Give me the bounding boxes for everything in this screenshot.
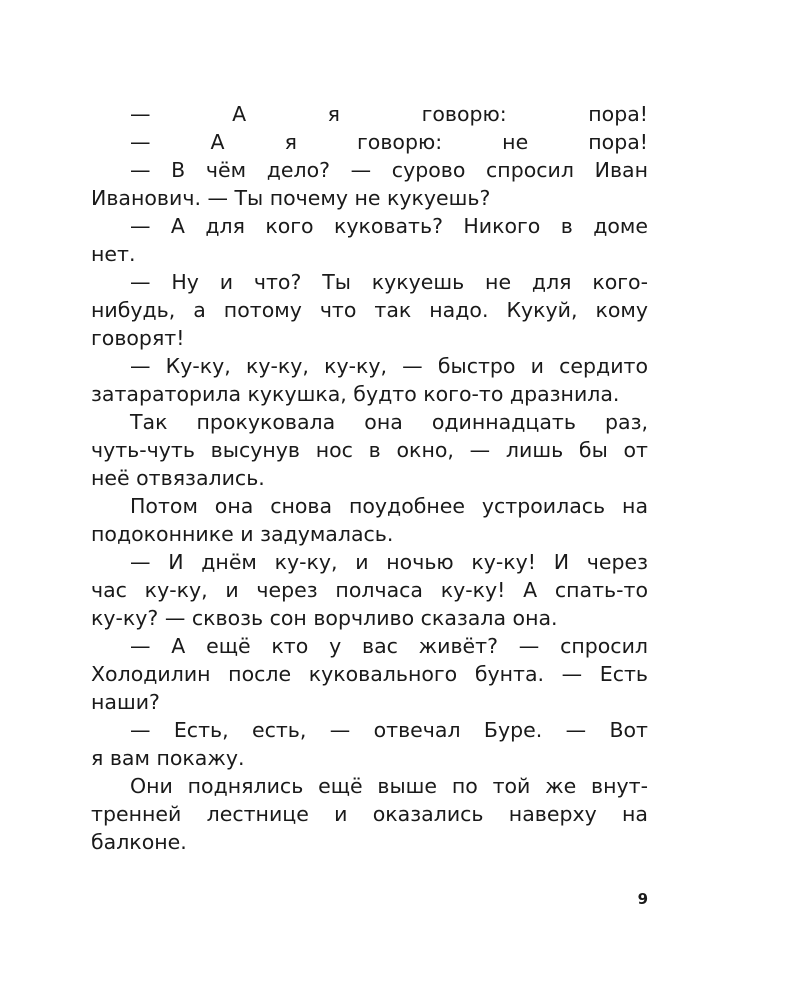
page-text: [91, 100, 648, 856]
text-line: неё отвязались.: [91, 466, 265, 490]
text-line: нибудь, а потому что так надо. Кукуй, кому: [91, 298, 648, 322]
text-line: я вам покажу.: [91, 746, 245, 770]
text-line: Они поднялись ещё выше по той же внут-: [130, 774, 648, 798]
text-line: ку-ку? — сквозь сон ворчливо сказала она.: [91, 606, 558, 630]
text-line: Так прокуковала она одиннадцать раз,: [130, 410, 648, 434]
text-line: Холодилин после куковального бунта. — Есть: [91, 662, 648, 686]
text-line: Потом она снова поудобнее устроилась на: [130, 494, 648, 518]
text-line: — Есть, есть, — отвечал Буре. — Вот: [130, 718, 648, 742]
text-line: — И днём ку-ку, и ночью ку-ку! И через: [130, 550, 648, 574]
text-line: час ку-ку, и через полчаса ку-ку! А спать-то: [91, 578, 648, 602]
text-line: балконе.: [91, 830, 187, 854]
text-line: — А я говорю: не пора!: [130, 130, 648, 154]
text-line: нет.: [91, 242, 136, 266]
text-line: затараторила кукушка, будто кого-то дразнила.: [91, 382, 620, 406]
text-line: подоконнике и задумалась.: [91, 522, 394, 546]
text-line: — В чём дело? — сурово спросил Иван: [130, 158, 648, 182]
text-line: — Ну и что? Ты кукуешь не для кого-: [130, 270, 648, 294]
text-line: наши?: [91, 690, 160, 714]
text-line: говорят!: [91, 326, 185, 350]
text-line: — А ещё кто у вас живёт? — спросил: [130, 634, 648, 658]
text-line: чуть-чуть высунув нос в окно, — лишь бы от: [91, 438, 648, 462]
text-line: тренней лестнице и оказались наверху на: [91, 802, 648, 826]
text-line: — Ку-ку, ку-ку, ку-ку, — быстро и сердито: [130, 354, 648, 378]
page-number: 9: [637, 890, 648, 908]
text-line: — А для кого куковать? Никого в доме: [130, 214, 648, 238]
text-line: Иванович. — Ты почему не кукуешь?: [91, 186, 491, 210]
text-line: — А я говорю: пора!: [130, 102, 648, 126]
